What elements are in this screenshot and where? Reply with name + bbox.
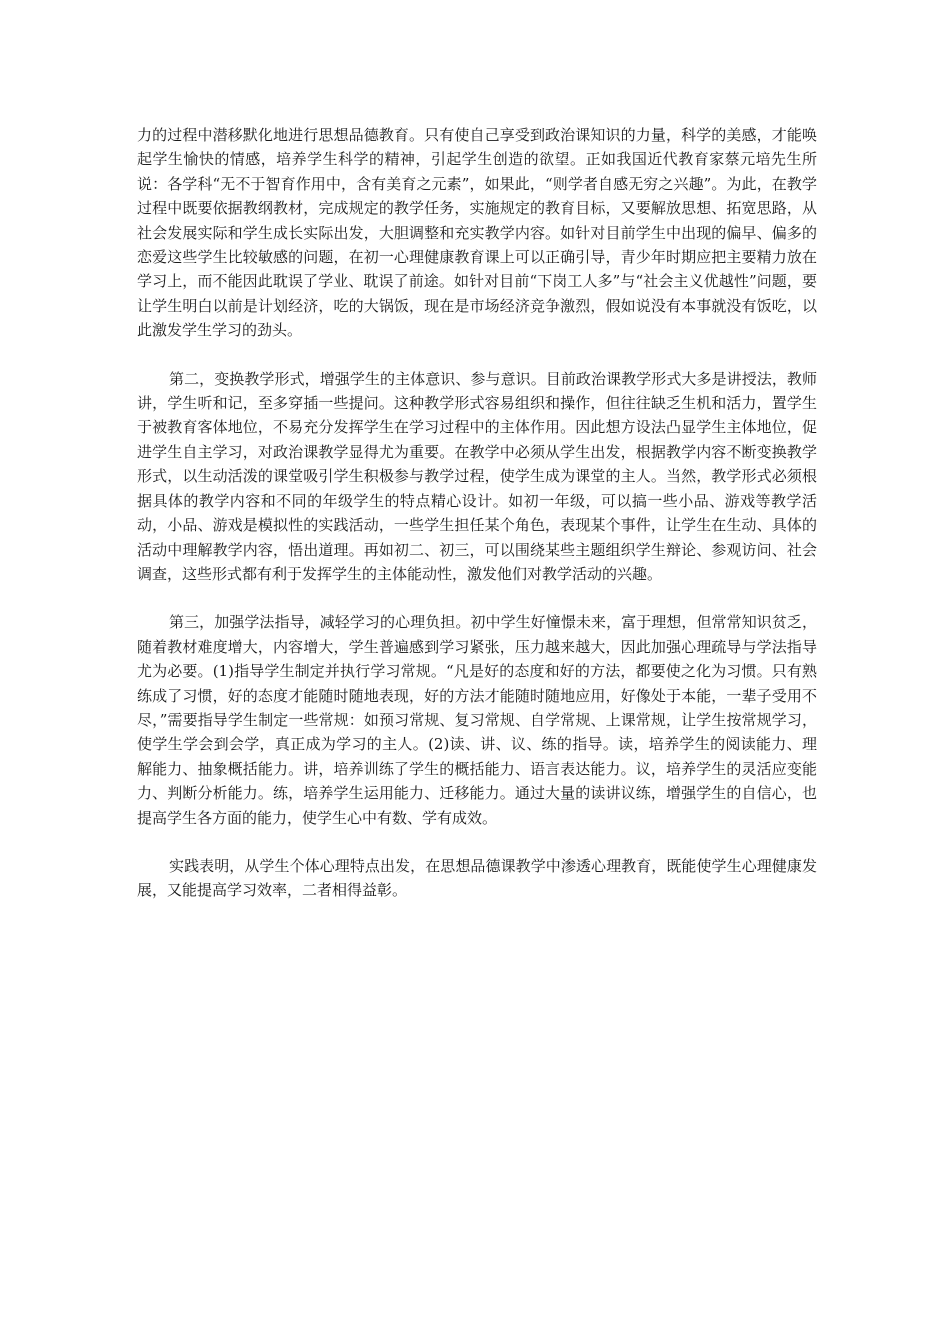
paragraph-continuation: 力的过程中潜移默化地进行思想品德教育。只有使自己享受到政治课知识的力量，科学的美感，才能唤起学生愉快的情感，培养学生科学的精神，引起学生创造的欲望。正如我国近代教育家蔡元培先生所说：各学科“无不于智育作用中，含有美育之元素”，如果此，“则学者自感无穷之兴趣”。为此，在教学过程中既要依据教纲教材，完成规定的教学任务，实施规定的教育目标，又要解放思想、拓宽思路，从社会发展实际和学生成长实际出发，大胆调整和充实教学内容。如针对目前学生中出现的偏早、偏多的恋爱这些学生比较敏感的问题，在初一心理健康教育课上可以正确引导，青少年时期应把主要精力放在学习上，而不能因此耽误了学业、耽误了前途。如针对目前“下岗工人多”与“社会主义优越性”问题，要让学生明白以前是计划经济，吃的大锅饭，现在是市场经济竞争激烈，假如说没有本事就没有饭吃，以此激发学生学习的劲头。 (137, 126, 817, 340)
paragraph-second-point: 第二，变换教学形式，增强学生的主体意识、参与意识。目前政治课教学形式大多是讲授法，教师讲，学生听和记，至多穿插一些提问。这种教学形式容易组织和操作，但往往缺乏生机和活力，置学生于被教育客体地位，不易充分发挥学生在学习过程中的主体作用。因此想方设法凸显学生主体地位，促进学生自主学习，对政治课教学显得尤为重要。在教学中必须从学生出发，根据教学内容不断变换教学形式，以生动活泼的课堂吸引学生积极参与教学过程，使学生成为课堂的主人。当然，教学形式必须根据具体的教学内容和不同的年级学生的特点精心设计。如初一年级，可以搞一些小品、游戏等教学活动，小品、游戏是模拟性的实践活动，一些学生担任某个角色，表现某个事件，让学生在生动、具体的活动中理解教学内容，悟出道理。再如初二、初三，可以围绕某些主题组织学生辩论、参观访问、社会调查，这些形式都有利于发挥学生的主体能动性，激发他们对教学活动的兴趣。 (137, 369, 817, 583)
paragraph-third-point: 第三，加强学法指导，减轻学习的心理负担。初中学生好憧憬未来，富于理想，但常常知识贫乏，随着教材难度增大，内容增大，学生普遍感到学习紧张，压力越来越大，因此加强心理疏导与学法指导尤为必要。(1)指导学生制定并执行学习常规。“凡是好的态度和好的方法，都要使之化为习惯。只有熟练成了习惯，好的态度才能随时随地表现，好的方法才能随时随地应用，好像处于本能，一辈子受用不尽，”需要指导学生制定一些常规：如预习常规、复习常规、自学常规、上课常规，让学生按常规学习，使学生学会到会学，真正成为学习的主人。(2)读、讲、议、练的指导。读，培养学生的阅读能力、理解能力、抽象概括能力。讲，培养训练了学生的概括能力、语言表达能力。议，培养学生的灵活应变能力、判断分析能力。练，培养学生运用能力、迁移能力。通过大量的读讲议练，增强学生的自信心，也提高学生各方面的能力，使学生心中有数、学有成效。 (137, 613, 817, 827)
paragraph-conclusion: 实践表明，从学生个体心理特点出发，在思想品德课教学中渗透心理教育，既能使学生心理健康发展，又能提高学习效率，二者相得益彰。 (137, 856, 817, 900)
document-body (137, 123, 817, 927)
